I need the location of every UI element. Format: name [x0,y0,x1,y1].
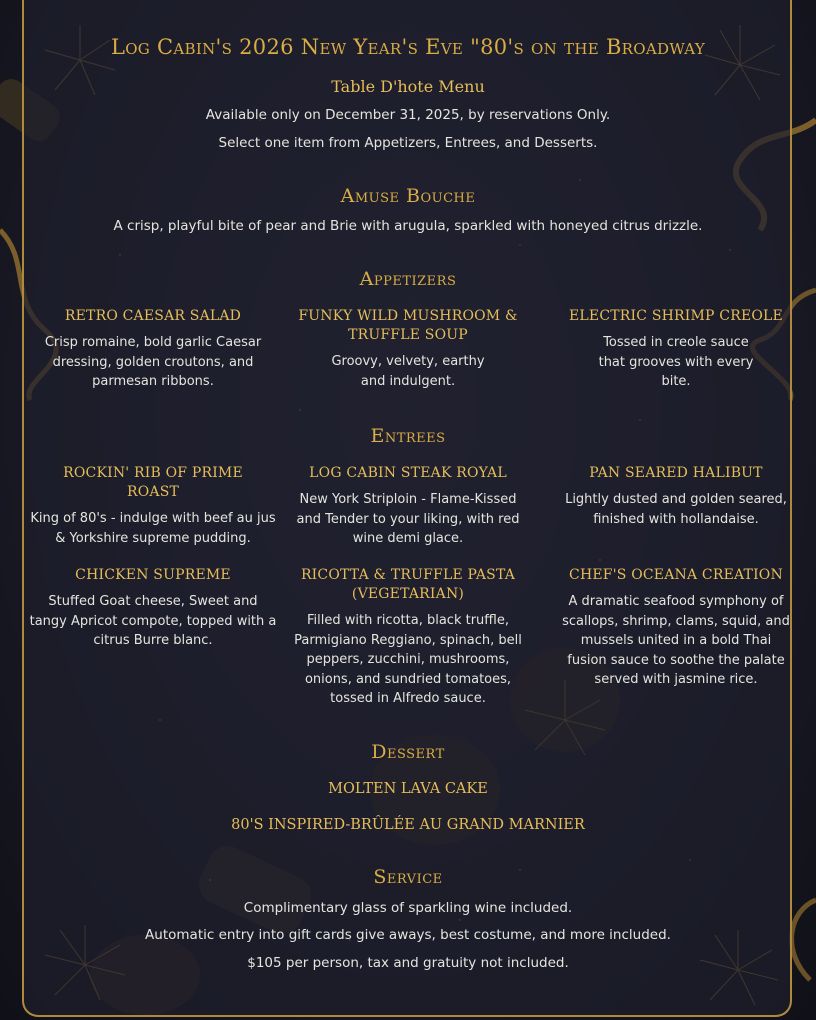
service-line: Automatic entry into gift cards give aways, best costume, and more included. [145,927,671,943]
amuse-bouche-description: A crisp, playful bite of pear and Brie with arugula, sparkled with honeyed citrus drizzle. [113,218,703,234]
dish-name: ROCKIN' RIB OF PRIME ROAST [63,465,243,500]
dish-name: FUNKY WILD MUSHROOM & TRUFFLE SOUP [298,308,518,343]
dish-name: CHEF'S OCEANA CREATION [569,567,783,583]
availability-note: Available only on December 31, 2025, by reservations Only. [205,107,611,123]
dish-name: CHICKEN SUPREME [75,567,231,583]
entree-item [28,464,278,548]
entree-item [560,566,792,690]
dish-name: RICOTTA & TRUFFLE PASTA (VEGETARIAN) [300,567,516,602]
dessert-item: 80'S INSPIRED-BRÛLÉE AU GRAND MARNIER [231,817,585,833]
dish-description: Lightly dusted and golden seared, finished with hollandaise. [565,492,787,527]
entree-item [292,464,524,549]
entree-item [292,566,524,709]
dish-description: New York Striploin - Flame-Kissed and Tender to your liking, with red wine demi glace. [296,492,520,546]
dish-name: RETRO CAESAR SALAD [64,308,242,324]
dish-name: LOG CABIN STEAK ROYAL [309,465,507,481]
dessert-heading: Dessert [371,741,445,763]
selection-instructions: Select one item from Appetizers, Entrees, and Desserts. [218,135,598,151]
appetizer-item [560,307,792,392]
dish-description: Stuffed Goat cheese, Sweet and tangy Apricot compote, topped with a citrus Burre blanc. [29,594,277,648]
service-line: Complimentary glass of sparkling wine included. [243,900,573,916]
dish-description: Tossed in creole sauce that grooves with every bite. [598,335,754,389]
menu-title: Log Cabin's 2026 New Year's Eve "80's on the Broadway [110,35,706,59]
menu-subtitle: Table D'hote Menu [331,77,485,96]
entree-item [28,566,278,651]
dessert-item: MOLTEN LAVA CAKE [328,781,488,797]
dish-name: ELECTRIC SHRIMP CREOLE [569,308,783,324]
dish-description: Groovy, velvety, earthy and indulgent. [331,354,485,389]
entrees-heading: Entrees [370,425,446,447]
appetizer-item [292,307,524,391]
appetizer-item [28,307,278,392]
appetizers-heading: Appetizers [359,268,457,290]
dish-description: A dramatic seafood symphony of scallops, shrimp, clams, squid, and mussels united in a bold Thai fusion sauce to soothe the palate served with jasmine rice. [562,594,790,687]
dish-description: King of 80's - indulge with beef au jus & Yorkshire supreme pudding. [30,511,276,546]
amuse-bouche-heading: Amuse Bouche [340,185,476,207]
service-heading: Service [373,866,443,888]
entree-item [560,464,792,529]
price-line: $105 per person, tax and gratuity not included. [247,955,569,971]
dish-description: Filled with ricotta, black truffle, Parmigiano Reggiano, spinach, bell peppers, zucchini, mushrooms, onions, and sundried tomatoes, tossed in Alfredo sauce. [294,613,522,706]
dish-name: PAN SEARED HALIBUT [589,465,763,481]
dish-description: Crisp romaine, bold garlic Caesar dressing, golden croutons, and parmesan ribbons. [44,335,262,389]
